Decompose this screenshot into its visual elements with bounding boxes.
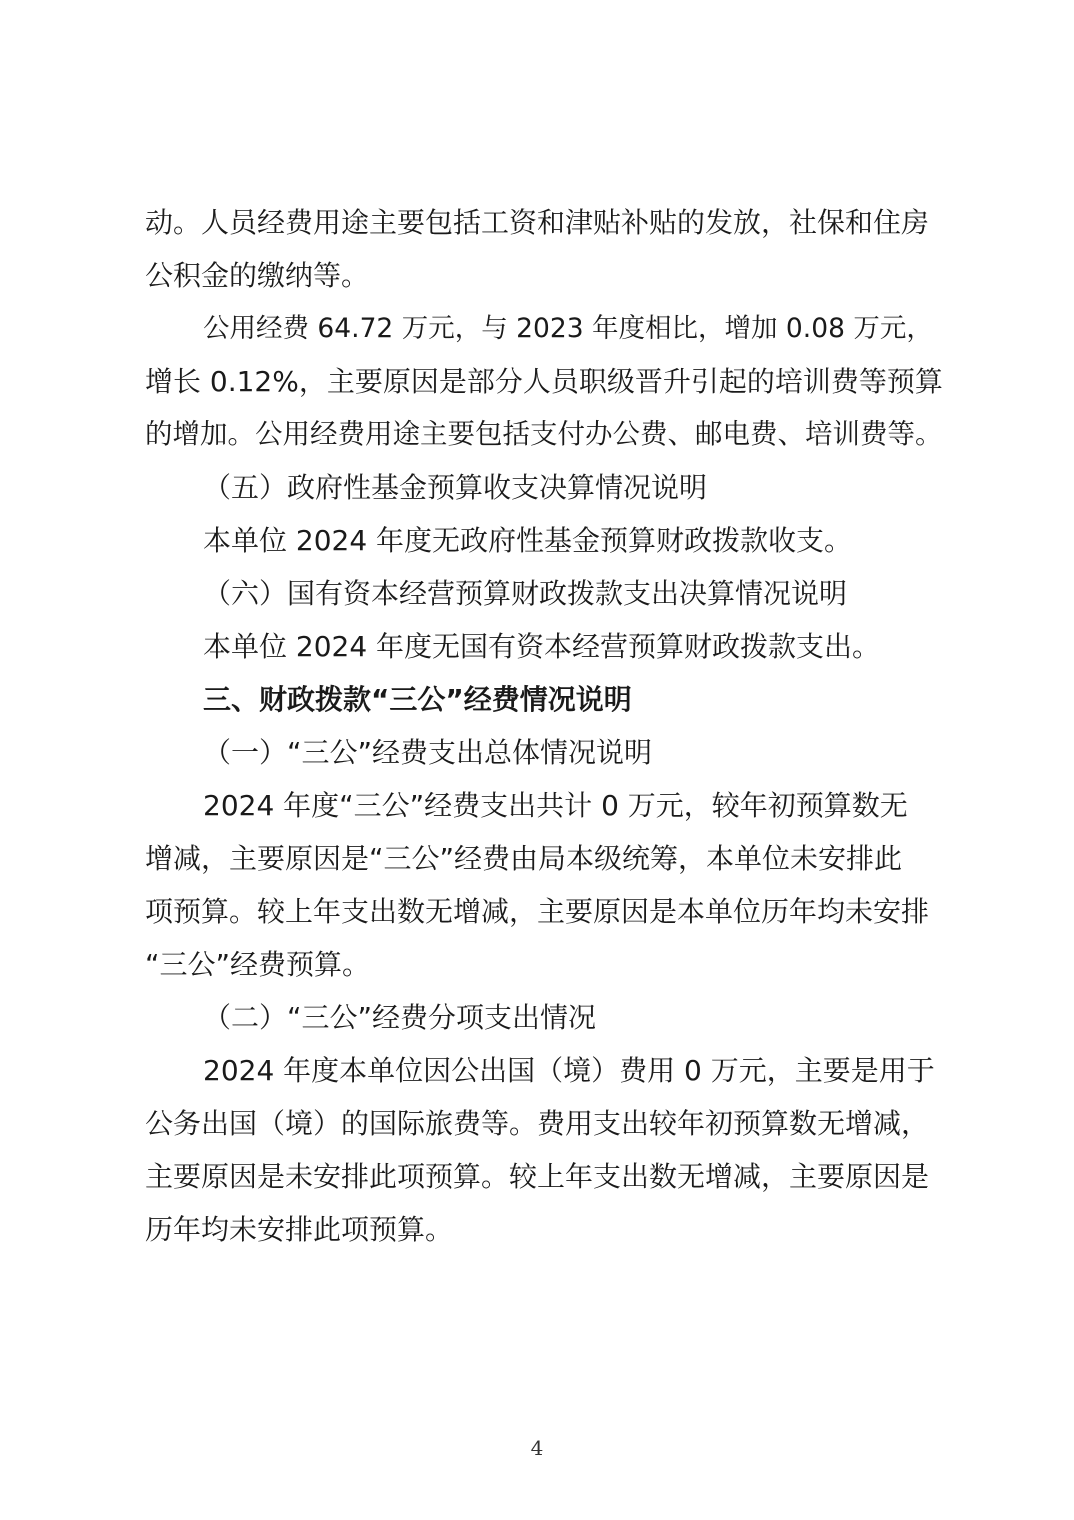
section-heading: （二）“三公”经费分项支出情况	[203, 1001, 597, 1034]
paragraph-line: 增减，主要原因是“三公”经费由局本级统筹，本单位未安排此	[145, 842, 903, 875]
paragraph-line: 公积金的缴纳等。	[145, 259, 370, 292]
paragraph-line: 2024 年度本单位因公出国（境）费用 0 万元，主要是用于	[203, 1054, 935, 1087]
paragraph-line: 本单位 2024 年度无政府性基金预算财政拨款收支。	[203, 524, 853, 557]
paragraph-line: 2024 年度“三公”经费支出共计 0 万元，较年初预算数无	[203, 789, 908, 822]
paragraph-line: 动。人员经费用途主要包括工资和津贴补贴的发放，社保和住房	[145, 206, 930, 239]
section-heading: （五）政府性基金预算收支决算情况说明	[203, 471, 708, 504]
paragraph-line: 历年均未安排此项预算。	[145, 1213, 454, 1246]
paragraph-line: 项预算。较上年支出数无增减，主要原因是本单位历年均未安排	[145, 895, 930, 928]
paragraph-line: 公务出国（境）的国际旅费等。费用支出较年初预算数无增减，	[145, 1107, 930, 1140]
paragraph-line: 公用经费 64.72 万元，与 2023 年度相比，增加 0.08 万元，	[203, 313, 933, 344]
paragraph-line: 本单位 2024 年度无国有资本经营预算财政拨款支出。	[203, 630, 881, 663]
section-heading: （六）国有资本经营预算财政拨款支出决算情况说明	[203, 577, 848, 610]
page-number: 4	[530, 1436, 544, 1460]
paragraph-line: 主要原因是未安排此项预算。较上年支出数无增减，主要原因是	[145, 1160, 930, 1193]
paragraph-line: “三公”经费预算。	[145, 948, 371, 981]
chapter-heading: 三、财政拨款“三公”经费情况说明	[203, 683, 632, 716]
paragraph-line: 增长 0.12%，主要原因是部分人员职级晋升引起的培训费等预算	[145, 365, 943, 398]
document-body	[145, 196, 945, 1256]
section-heading: （一）“三公”经费支出总体情况说明	[203, 736, 653, 769]
paragraph-line: 的增加。公用经费用途主要包括支付办公费、邮电费、培训费等。	[145, 418, 943, 450]
